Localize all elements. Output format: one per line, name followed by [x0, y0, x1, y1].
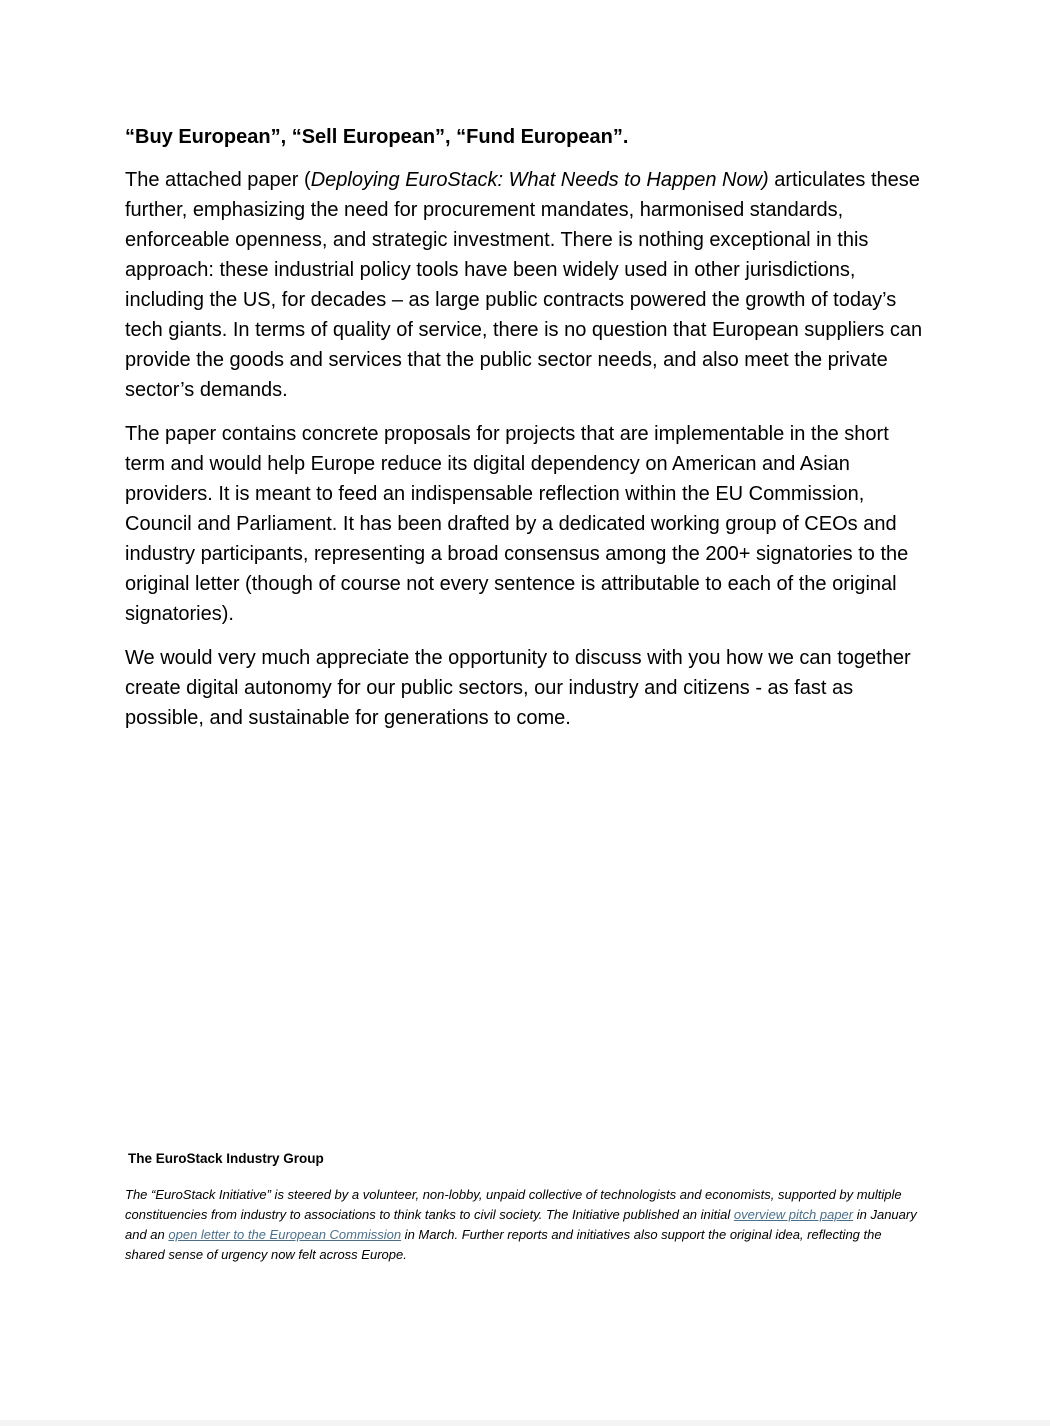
- page-bottom-edge: [0, 1420, 1050, 1426]
- open-letter-link[interactable]: open letter to the European Commission: [168, 1227, 402, 1242]
- footer-text-part-1: The “EuroStack Initiative” is steered by a volunteer, non-lobby, unpaid collective of technologists and economists, supported by multiple constituencies from industry to associations to think tanks to civil society. The Initiative published an initial: [125, 1187, 902, 1222]
- paragraph-1-intro: The attached paper (: [125, 169, 311, 191]
- slogan-heading: “Buy European”, “Sell European”, “Fund European”.: [125, 126, 629, 148]
- footer-description: [125, 1185, 920, 1265]
- paragraph-1-body: articulates these further, emphasizing the need for procurement mandates, harmonised standards, enforceable openness, and strategic investment. There is nothing exceptional in this approach: these industrial policy tools have been widely used in other jurisdictions, including the US, for decades – as large public contracts powered the growth of today’s tech giants. In terms of quality of service, there is no question that European suppliers can provide the goods and services that the public sector needs, and also meet the private sector’s demands.: [125, 169, 923, 401]
- overview-pitch-paper-link[interactable]: overview pitch paper: [733, 1207, 854, 1222]
- paper-title: Deploying EuroStack: What Needs to Happen Now): [310, 169, 769, 191]
- paragraph-proposals: The paper contains concrete proposals for projects that are implementable in the short term and would help Europe reduce its digital dependency on American and Asian providers. It is meant to feed an indispensable reflection within the EU Commission, Council and Parliament. It has been drafted by a dedicated working group of CEOs and industry participants, representing a broad consensus among the 200+ signatories to the original letter (though of course not every sentence is attributable to each of the original signatories).: [125, 423, 909, 625]
- paragraph-closing: We would very much appreciate the opportunity to discuss with you how we can together create digital autonomy for our public sectors, our industry and citizens - as fast as possible, and sustainable for generations to come.: [125, 647, 911, 729]
- footer-text-part-3: in March. Further reports and initiatives also support the original idea, reflecting the shared sense of urgency now felt across Europe.: [125, 1227, 882, 1262]
- letter-body: [125, 122, 925, 747]
- footer-title: The EuroStack Industry Group: [128, 1151, 324, 1166]
- paragraph-attached-paper: [125, 165, 925, 405]
- footer-text-part-2: in January and an: [125, 1207, 917, 1242]
- footer-note: [125, 1149, 920, 1265]
